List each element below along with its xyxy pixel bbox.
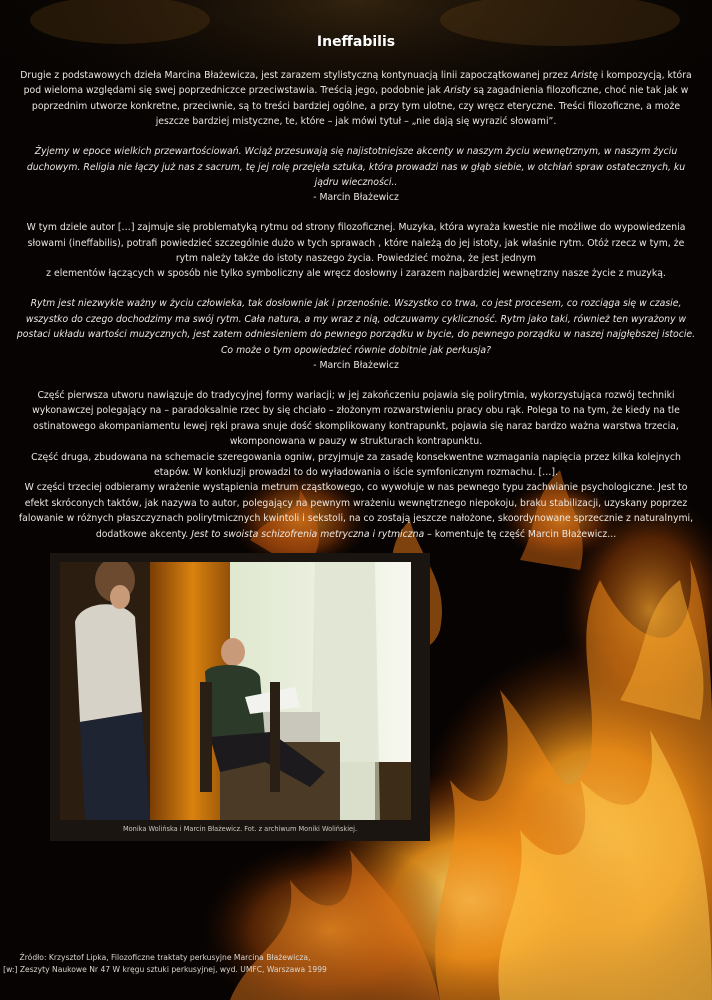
photo <box>60 562 411 820</box>
quote-block <box>16 296 696 373</box>
source-note <box>0 952 330 975</box>
parts-paragraph <box>16 388 696 542</box>
article-body <box>16 68 696 542</box>
intro-text: są zagadnienia filozoficzne, choć nie tak jak w poprzednim utworze konkretne, przeciwnie, są to treści bardziej ogólne, a przy tym ulotne, czy wręcz eteryczne. Treści filozoficzne, a może jeszcze bardziej mistyczne, te, które – jak mówi tytuł – „nie dają się wyrazić słowami”. <box>31 85 689 128</box>
paragraph-text: W tym dziele autor […] zajmuje się problematyką rytmu od strony filozoficznej. Muzyka, która wyraża kwestie nie możliwe do wypowiedzenia słowami (ineffabilis), potrafi powiedzieć szczególnie dużo w tych sprawach , które należą do jej istoty, jak właśnie rytm. Otóż rzecz w tym, że rytm należy także do istoty naszego życia. Powiedzieć można, że jest jednym <box>26 222 686 265</box>
photo-image <box>60 562 411 820</box>
quote-block <box>16 144 696 206</box>
intro-text: i kompozycją, która pod wieloma względami się swej poprzedniczce przeciwstawia. Treścią jego, podobnie jak <box>23 70 692 97</box>
paragraph-text: z elementów łączących w sposób nie tylko symboliczny ale wręcz dosłowny i zarazem najbardziej wewnętrzny nasze życie z muzyką. <box>46 268 666 280</box>
part-one-text: Część pierwsza utworu nawiązuje do tradycyjnej formy wariacji; w jej zakończeniu pojawia się polirytmia, wykorzystująca rozwój techniki wykonawczej polegający na – paradoksalnie rzec by się chciało – złożonym rozwarstwieniu pracy obu rąk. Polega to na tym, że kiedy na tle ostinatowego akompaniamentu lewej ręki prawa snuje dość skomplikowany kontrapunkt, pojawia się naraz bardzo ważna warstwa trzecia, wkomponowana w pauzy w strukturach kontrapunktu. <box>32 389 680 448</box>
part-two-text: Część druga, zbudowana na schemacie szeregowania ogniw, przyjmuje za zasadę konsekwentne wzmagania napięcia przez kilka kolejnych etapów. W konkluzji prowadzi to do wyładowania o iście symfonicznym rozmachu. […]. <box>31 451 681 478</box>
source-line: Źródło: Krzysztof Lipka, Filozoficzne traktaty perkusyjne Marcina Błażewicza, <box>19 953 311 962</box>
rhythm-paragraph <box>16 220 696 282</box>
page-title: Ineffabilis <box>316 34 396 50</box>
source-line: [w:] Zeszyty Naukowe Nr 47 W kręgu sztuki perkusyjnej, wyd. UMFC, Warszawa 1999 <box>3 964 327 974</box>
quote-author: - Marcin Błażewicz <box>313 360 399 371</box>
quote-author: - Marcin Błażewicz <box>313 192 399 204</box>
quote-text: Żyjemy w epoce wielkich przewartościowań. Wciąż przesuwają się najistotniejsze akcenty w naszym życiu wewnętrznym, w naszym życiu duchowym. Religia nie łączy już nas z sacrum, tę jej rolę przejęła sztuka, która prowadzi nas w głąb siebie, w otchłań spraw ostatecznych, ku jądru wieczności.. <box>26 146 686 188</box>
intro-paragraph <box>16 68 696 130</box>
work-title-aristy: Aristy <box>443 85 471 97</box>
part-three-text: W części trzeciej odbieramy wrażenie wystąpienia metrum cząstkowego, co wywołuje w nas pewnego typu zachwianie psychologiczne. Jest to efekt skróconych taktów, jak nazywa to autor, polegający na pewnym wrażeniu wewnętrznego niepokoju, braku stabilizacji, uzyskany poprzez falowanie w różnych płaszczyznach polirytmicznych kwintoli i sekstoli, na co zostają jeszcze nałożone, skoordynowane sprzecznie z naturalnymi, dodatkowe akcenty. <box>18 482 694 540</box>
part-three-quote: Jest to swoista schizofrenia metryczna i rytmiczna <box>191 528 425 540</box>
quote-text: Rytm jest niezwykle ważny w życiu człowieka, tak dosłownie jak i przenośnie. Wszystko co trwa, co jest procesem, co rozciąga się w czasie, wszystko do czego dochodzimy ma swój rytm. Cała natura, a my wraz z nią, odczuwamy cykliczność. Rytm jako taki, również ten wyrażony w postaci układu wartości muzycznych, jest zatem odniesieniem do pewnego porządku w bycie, do pewnego porządku w naszej najgłębszej istocie. Co może o tym opowiedzieć równie dobitnie jak perkusja? <box>16 298 696 356</box>
intro-text: Drugie z podstawowych dzieła Marcina Błażewicza, jest zarazem stylistyczną kontynuacją linii zapoczątkowanej przez <box>20 70 571 81</box>
photo-frame <box>50 553 430 841</box>
part-three-text: – komentuje tę część Marcin Błażewicz... <box>424 528 617 540</box>
photo-caption: Monika Wolińska i Marcin Błażewicz. Fot. z archiwum Moniki Wolińskiej. <box>122 825 358 833</box>
work-title-arista: Aristę <box>570 70 598 81</box>
